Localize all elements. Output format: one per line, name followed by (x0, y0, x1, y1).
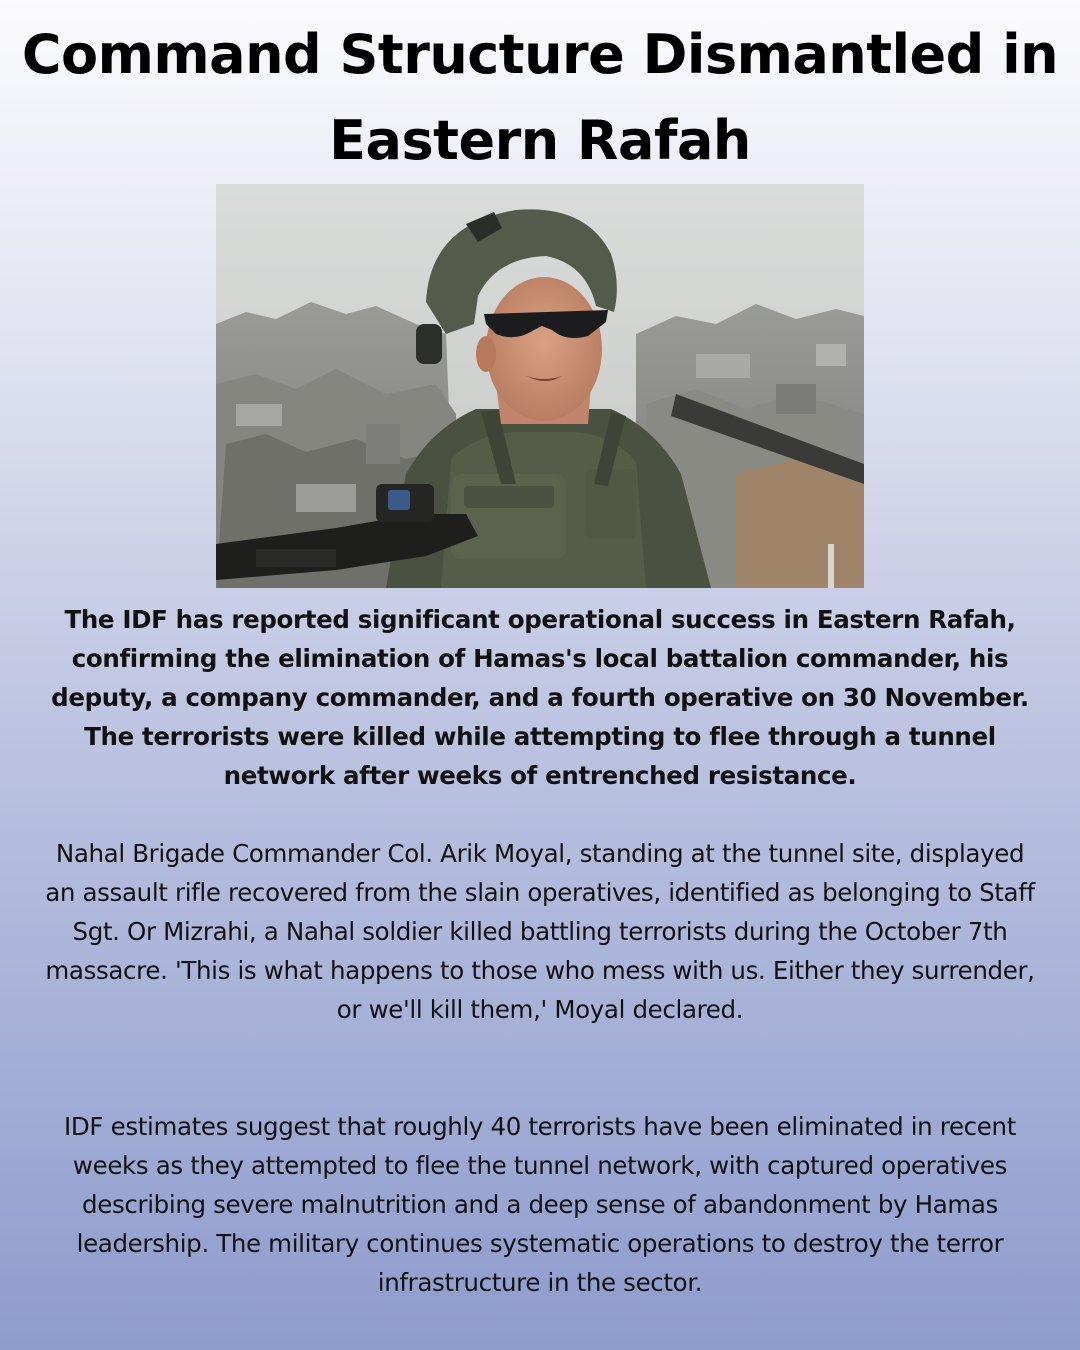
body-paragraph-3: IDF estimates suggest that roughly 40 terrorists have been eliminated in recent weeks as they attempted to flee the tunnel network, with captured operatives describing severe malnutrition and a deep sense of abandonment by Hamas leadership. The military continues systematic operations to destroy the terror infrastructure in the sector. (64, 1112, 1016, 1297)
lead-paragraph: The IDF has reported significant operational success in Eastern Rafah, confirming the elimination of Hamas's local battalion commander, his deputy, a company commander, and a fourth operative on 30 November. The terrorists were killed while attempting to flee through a tunnel network after weeks of entrenched resistance. (51, 605, 1029, 790)
body-paragraph-2: Nahal Brigade Commander Col. Arik Moyal, standing at the tunnel site, displayed an assault rifle recovered from the slain operatives, identified as belonging to Staff Sgt. Or Mizrahi, a Nahal soldier killed battling terrorists during the October 7th massacre. 'This is what happens to those who mess with us. Either they surrender, or we'll kill them,' Moyal declared. (45, 839, 1035, 1024)
article-title: Command Structure Dismantled in Eastern Rafah (21, 23, 1059, 172)
soldier-photo (216, 184, 864, 588)
soldier-photo-icon (216, 184, 864, 588)
